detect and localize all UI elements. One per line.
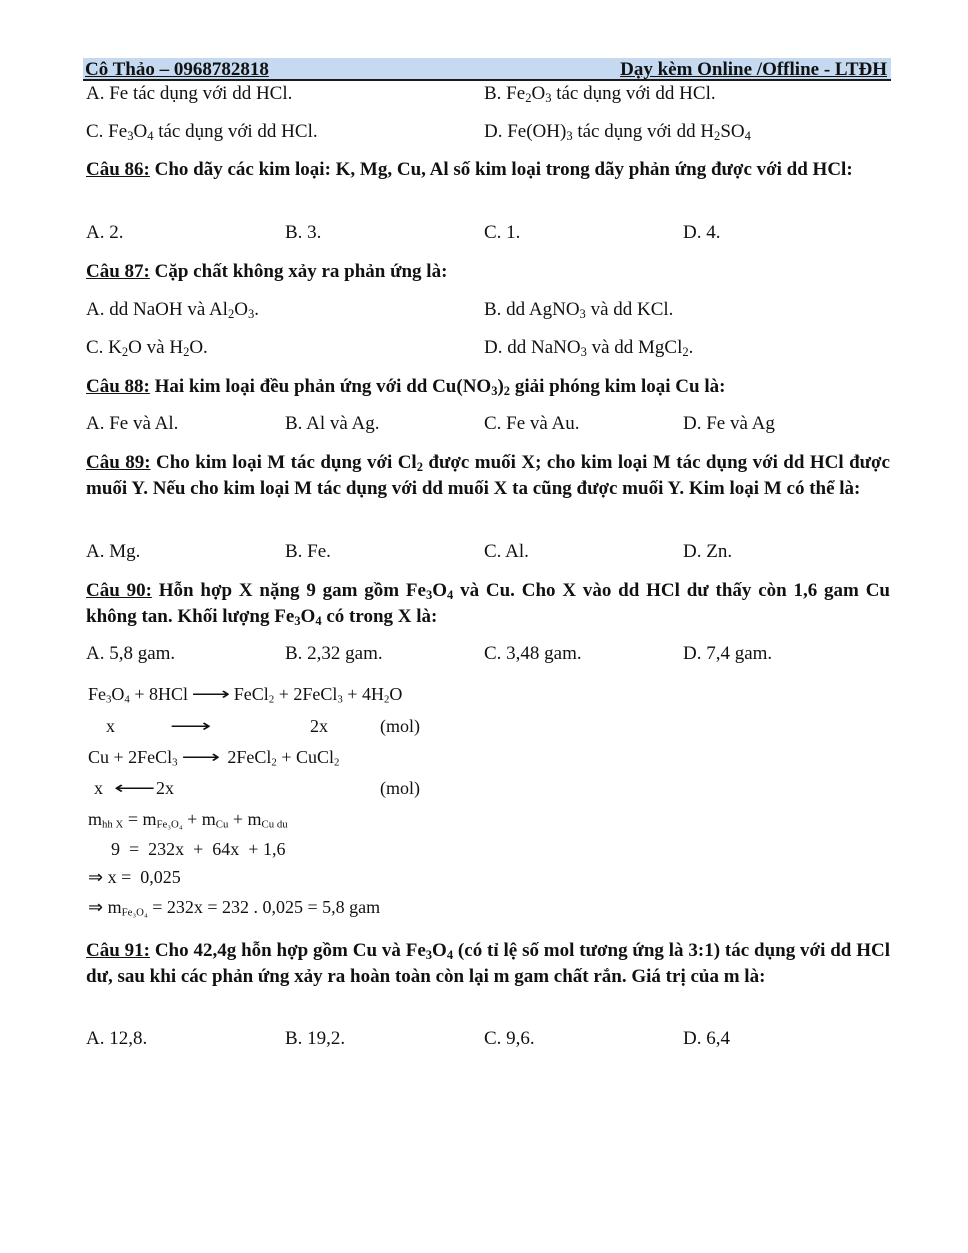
question-number: Câu 90: [86,580,152,601]
prev-options-row-1 [86,82,890,106]
option-text: C. K [86,337,122,358]
option-text: O. [189,337,208,358]
option-c [86,120,318,144]
option-text: tác dụng với dd HCl. [153,121,318,142]
subscript: 4 [744,129,751,144]
option-text: . [254,299,259,320]
mol-value: 2x [156,778,174,798]
option-text: O [234,299,248,320]
subscript: 3 [337,693,343,706]
solution-x-result: ⇒ x = 0,025 [88,867,181,887]
header-teacher-contact: Cô Thảo – 0968782818 [85,59,269,80]
question-text: có trong X là: [321,606,438,627]
option-b: B. 19,2. [285,1028,346,1049]
subscript: 3 [127,129,134,144]
question-91-options [86,1027,890,1051]
subscript: 3 [545,91,552,106]
question-text: O [432,580,448,601]
subscript: 2 [416,460,423,475]
question-text: (có tỉ lệ số mol tương ứng là 3:1) tác dụng với dd HCl dư, sau khi các phản ứng xảy ra hoàn toàn còn lại m gam chất rắn. Giá trị của m là: [86,940,890,987]
formula-text: = 232x = 232 . 0,025 = 5,8 gam [147,897,381,917]
option-b: B. 3. [285,222,322,243]
solution-mol-line-2 [88,777,428,799]
question-text: O [300,606,316,627]
option-a: A. Fe tác dụng với dd HCl. [86,83,293,104]
question-number: Câu 89: [86,452,151,473]
page-header [83,58,891,81]
question-text: Hai kim loại đều phản ứng với dd Cu(NO [149,376,492,397]
subscript: 2 [383,693,390,706]
question-number: Câu 86: [86,159,150,180]
question-86 [86,157,890,183]
formula-text: Fe [88,684,106,704]
option-text: O [531,83,546,104]
solution-mol-line-1 [88,715,428,737]
option-text: B. dd AgNO [484,299,580,320]
formula-text: Cu + 2FeCl [88,747,173,767]
subscript: Fe₃O₄ [121,906,148,919]
subscript: Cu [215,818,229,831]
question-text: được muối X; cho kim loại M tác dụng với dd HCl được muối Y. Nếu cho kim loại M tác dụng với dd muối X ta cũng được muối Y. Kim loại M có thể là: [86,452,890,499]
option-c: C. 9,6. [484,1028,535,1049]
question-87 [86,259,890,285]
subscript: 2 [682,345,689,360]
mol-unit: (mol) [380,778,420,798]
solution-numeric-equation: 9 = 232x + 64x + 1,6 [111,839,286,859]
option-text: và dd MgCl [586,337,683,358]
subscript: 4 [147,129,154,144]
formula-text: + m [228,809,262,829]
option-text: O và H [128,337,184,358]
subscript: 4 [446,948,454,963]
formula-text: + 2FeCl [274,684,338,704]
option-a [86,298,259,322]
question-88-options [86,412,890,436]
question-text: ) [497,376,504,397]
option-c [86,336,208,360]
option-b: B. 2,32 gam. [285,643,383,664]
mol-value: x [94,778,103,798]
option-text: C. Fe [86,121,128,142]
subscript: 3 [425,588,433,603]
subscript: 2 [714,129,721,144]
option-d: D. 6,4 [683,1028,730,1049]
option-d [484,336,693,360]
prev-options-row-2 [86,120,890,144]
option-a: A. 5,8 gam. [86,643,176,664]
formula-text: + CuCl [276,747,334,767]
subscript: 3 [425,948,433,963]
formula-text: FeCl [233,684,269,704]
question-number: Câu 88: [86,376,150,397]
formula-text: O [389,684,403,704]
option-text: D. dd NaNO [484,337,581,358]
subscript: Fe₃O₄ [156,818,183,831]
option-d: D. Zn. [683,541,733,562]
option-c: C. Al. [484,541,529,562]
option-text: B. Fe [484,83,526,104]
option-text: và dd KCl. [585,299,674,320]
subscript: 4 [447,588,454,603]
question-90-options [86,642,890,666]
mol-unit: (mol) [380,716,420,736]
option-d: D. 7,4 gam. [683,643,773,664]
option-a: A. 2. [86,222,124,243]
subscript: 2 [333,756,340,769]
question-87-options-row-2 [86,336,890,360]
formula-text: = m [123,809,157,829]
option-text: tác dụng với dd H [572,121,715,142]
question-88 [86,374,890,400]
subscript: 2 [227,307,235,322]
subscript: 3 [566,129,573,144]
subscript: 3 [491,384,498,399]
formula-text: + m [182,809,216,829]
option-a: A. Fe và Al. [86,413,179,434]
question-86-options [86,221,890,245]
question-87-options-row-1 [86,298,890,322]
option-b: B. Al và Ag. [285,413,380,434]
question-text: O [432,940,447,961]
formula-text: + 4H [342,684,384,704]
question-89-options [86,540,890,564]
option-c: C. 3,48 gam. [484,643,582,664]
formula-text: 2FeCl [227,747,272,767]
option-text: D. Fe(OH) [484,121,567,142]
formula-text: + 8HCl [129,684,188,704]
question-89 [86,450,890,502]
option-c: C. 1. [484,222,521,243]
formula-text: O [111,684,125,704]
question-text: và Cu. Cho X vào dd HCl dư thấy còn 1,6 gam Cu không tan. Khối lượng Fe [86,580,890,627]
reaction-arrow-icon: ⟶ [181,747,220,767]
subscript: 3 [579,307,586,322]
formula-text: m [88,809,103,829]
option-text: tác dụng với dd HCl. [551,83,716,104]
subscript: 3 [106,693,112,706]
question-number: Câu 91: [86,940,150,961]
subscript: 2 [525,91,532,106]
mol-value: x [106,716,115,736]
question-text: Hỗn hợp X nặng 9 gam gồm Fe [151,580,426,601]
mol-value: 2x [310,716,328,736]
right-arrow-icon: ⟶ [170,716,212,736]
option-c: C. Fe và Au. [484,413,580,434]
subscript: 2 [183,345,190,360]
option-d: D. Fe và Ag [683,413,775,434]
subscript: 3 [294,614,301,629]
option-text: . [688,337,694,358]
subscript: 2 [271,756,277,769]
subscript: 4 [315,614,322,629]
reaction-arrow-icon: ⟶ [191,684,231,704]
solution-equation-2 [88,746,339,768]
option-a: A. Mg. [86,541,141,562]
question-text: Cho dãy các kim loại: K, Mg, Cu, Al số kim loại trong dãy phản ứng được với dd HCl: [149,159,853,180]
question-90 [86,578,890,630]
question-number: Câu 87: [86,261,150,282]
option-d: D. 4. [683,222,721,243]
question-text: Cho kim loại M tác dụng với Cl [150,452,417,473]
subscript: Cu du [261,818,288,831]
subscript: 3 [247,307,255,322]
subscript: 4 [124,693,130,706]
option-text: SO [720,121,745,142]
option-text: A. dd NaOH và Al [86,299,228,320]
subscript: hh X [102,818,124,831]
option-a: A. 12,8. [86,1028,148,1049]
question-text: Cho 42,4g hỗn hợp gồm Cu và Fe [149,940,426,961]
option-b [484,298,673,322]
subscript: 3 [172,756,178,769]
option-d [484,120,751,144]
subscript: 3 [580,345,587,360]
subscript: 2 [503,384,511,399]
option-text: O [133,121,148,142]
option-b: B. Fe. [285,541,331,562]
solution-mass-equation [88,808,288,830]
left-arrow-icon: ⟵ [114,778,156,798]
question-text: giải phóng kim loại Cu là: [510,376,726,397]
solution-final-result [88,896,380,918]
subscript: 2 [121,345,129,360]
header-tutoring-info: Dạy kèm Online /Offline - LTĐH [620,59,887,80]
question-91 [86,938,890,990]
formula-text: ⇒ m [88,897,122,917]
option-b [484,82,716,106]
subscript: 2 [268,693,275,706]
question-text: Cặp chất không xảy ra phản ứng là: [149,261,448,282]
solution-equation-1 [88,683,402,705]
